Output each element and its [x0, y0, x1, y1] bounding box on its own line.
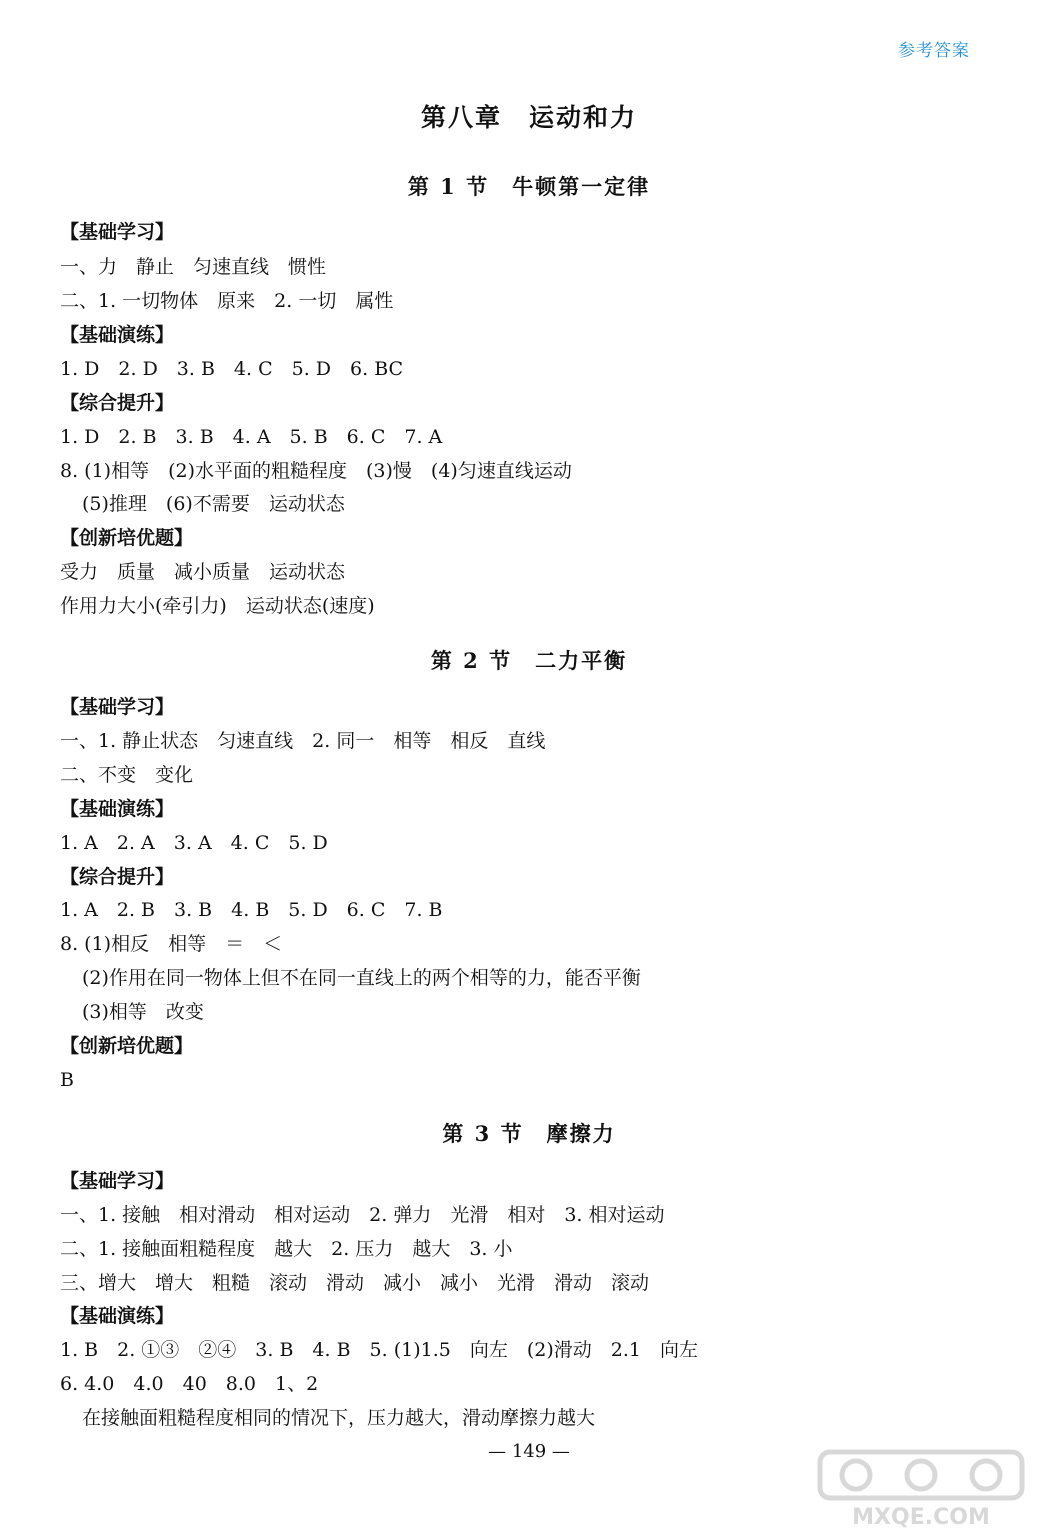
s3-line: 在接触面粗糙程度相同的情况下，压力越大，滑动摩擦力越大 — [82, 1407, 596, 1429]
s3-line: 二、1. 接触面粗糙程度 越大 2. 压力 越大 3. 小 — [60, 1238, 513, 1260]
s3-line: 6. 4.0 4.0 40 8.0 1、2 — [60, 1373, 319, 1395]
s1-line: 作用力大小(牵引力) 运动状态(速度) — [60, 595, 375, 617]
s3-line: 一、1. 接触 相对滑动 相对运动 2. 弹力 光滑 相对 3. 相对运动 — [60, 1204, 665, 1226]
section-1-title: 第 1 节 牛顿第一定律 — [407, 174, 651, 199]
s1-line: 受力 质量 减小质量 运动状态 — [60, 561, 346, 583]
s3-line: 三、增大 增大 粗糙 滚动 滑动 减小 减小 光滑 滑动 滚动 — [60, 1272, 650, 1294]
s2-line: (2)作用在同一物体上但不在同一直线上的两个相等的力，能否平衡 — [82, 967, 641, 989]
s2-line: 1. A 2. B 3. B 4. B 5. D 6. C 7. B — [60, 899, 443, 921]
page-number: — 149 — — [488, 1441, 570, 1462]
s3-label-basic-study: 【基础学习】 — [60, 1170, 175, 1192]
s2-label-basic-practice: 【基础演练】 — [60, 798, 175, 820]
s1-line: 二、1. 一切物体 原来 2. 一切 属性 — [60, 290, 394, 312]
s2-label-comprehensive: 【综合提升】 — [60, 866, 175, 888]
s2-line: 1. A 2. A 3. A 4. C 5. D — [60, 832, 328, 854]
watermark-text: MXQE.COM — [852, 1505, 990, 1528]
running-header: 参考答案 — [898, 41, 970, 61]
chapter-title: 第八章 运动和力 — [420, 103, 637, 132]
s1-line: 一、力 静止 匀速直线 惯性 — [60, 256, 327, 278]
s1-label-basic-study: 【基础学习】 — [60, 221, 175, 243]
s2-line: 一、1. 静止状态 匀速直线 2. 同一 相等 相反 直线 — [60, 730, 546, 752]
s1-label-innovation: 【创新培优题】 — [60, 527, 194, 549]
section-2-title: 第 2 节 二力平衡 — [430, 648, 628, 673]
s1-line: 8. (1)相等 (2)水平面的粗糙程度 (3)慢 (4)匀速直线运动 — [60, 460, 572, 482]
s1-line: 1. D 2. B 3. B 4. A 5. B 6. C 7. A — [60, 426, 443, 448]
s1-line: 1. D 2. D 3. B 4. C 5. D 6. BC — [60, 358, 404, 380]
s3-label-basic-practice: 【基础演练】 — [60, 1305, 175, 1327]
watermark-logo-icon — [816, 1448, 1026, 1528]
section-3-title: 第 3 节 摩擦力 — [442, 1121, 616, 1146]
s2-line: B — [60, 1069, 74, 1091]
s2-line: 二、不变 变化 — [60, 764, 194, 786]
s2-label-basic-study: 【基础学习】 — [60, 696, 175, 718]
s2-label-innovation: 【创新培优题】 — [60, 1035, 194, 1057]
s3-line: 1. B 2. ①③ ②④ 3. B 4. B 5. (1)1.5 向左 (2)滑动 2.1 向左 — [60, 1339, 698, 1361]
s1-label-basic-practice: 【基础演练】 — [60, 324, 175, 346]
s1-line: (5)推理 (6)不需要 运动状态 — [82, 493, 345, 515]
s2-line: (3)相等 改变 — [82, 1001, 204, 1023]
s2-line: 8. (1)相反 相等 ＝ ＜ — [60, 933, 283, 955]
s1-label-comprehensive: 【综合提升】 — [60, 392, 175, 414]
